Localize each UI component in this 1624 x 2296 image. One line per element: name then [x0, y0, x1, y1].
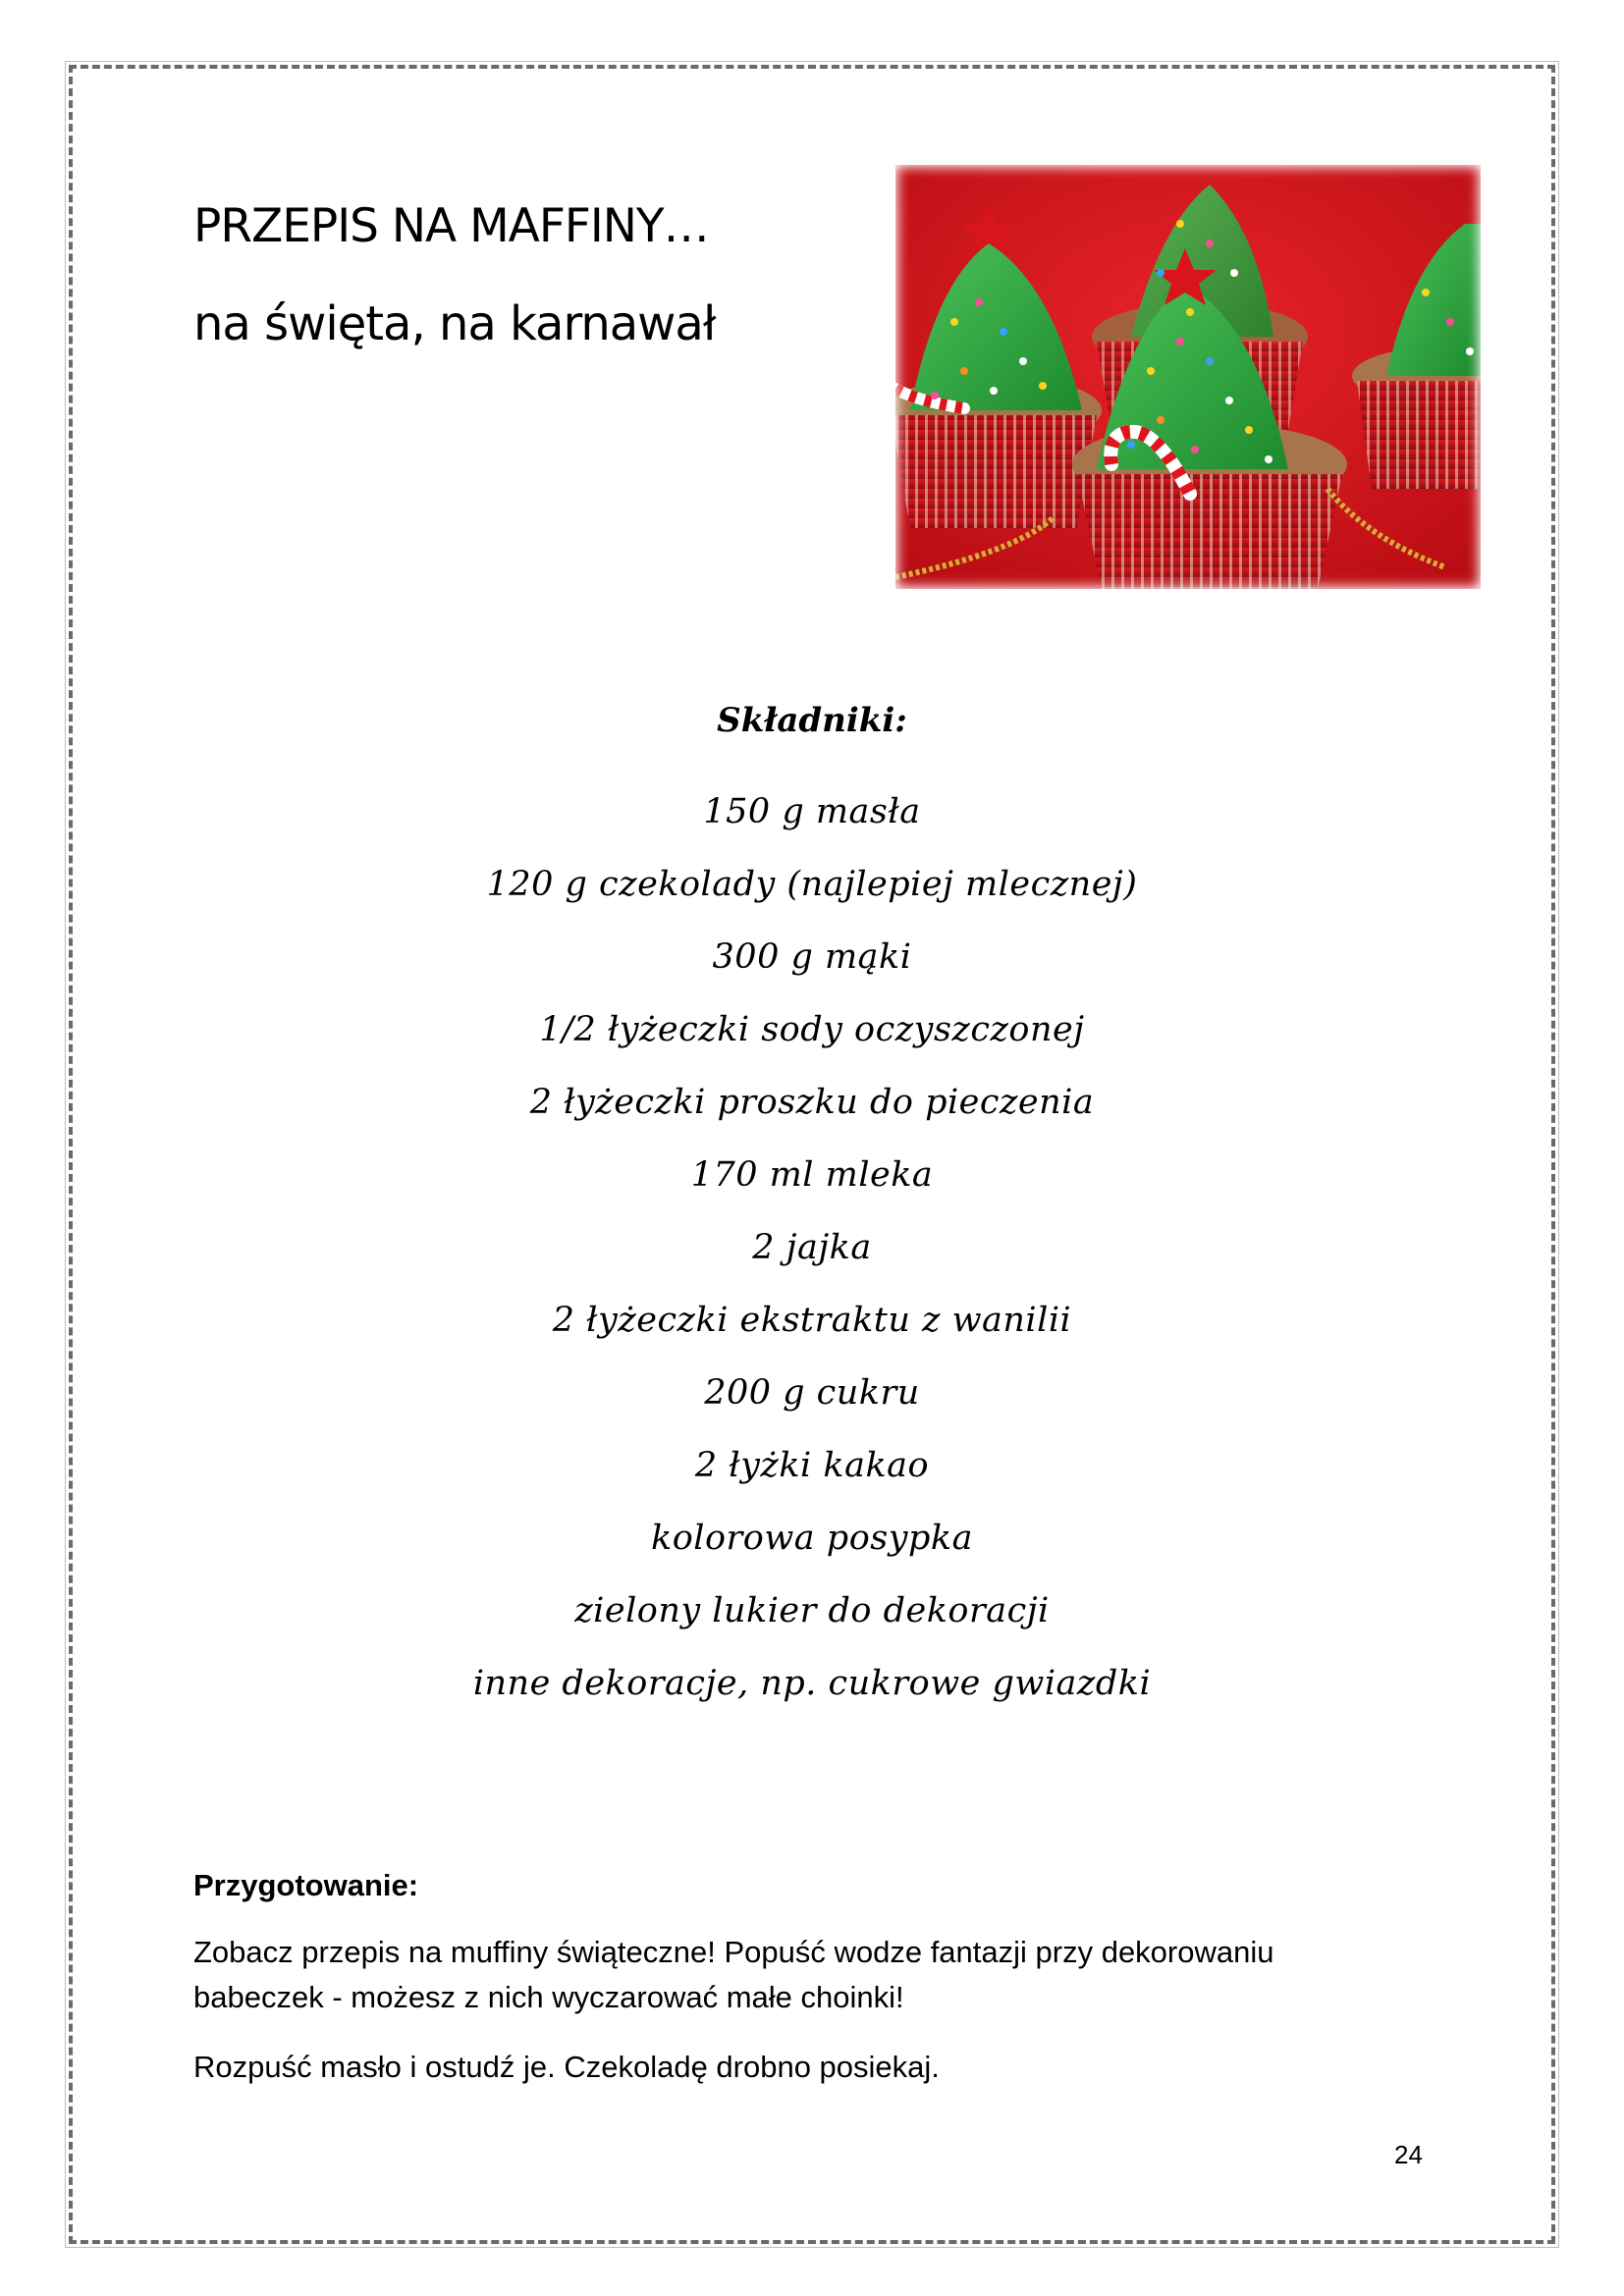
recipe-subtitle: na święta, na karnawał — [193, 296, 716, 351]
cupcakes-illustration — [895, 165, 1481, 589]
ingredient-item: 1/2 łyżeczki sody oczyszczonej — [539, 1010, 1085, 1049]
ingredients-list — [0, 775, 1624, 1720]
ingredient-item: inne dekoracje, np. cukrowe gwiazdki — [472, 1664, 1152, 1703]
ingredient-item: 200 g cukru — [704, 1373, 920, 1413]
ingredient-item: 2 łyżeczki proszku do pieczenia — [529, 1083, 1095, 1122]
ingredient-item: kolorowa posypka — [651, 1519, 973, 1558]
ingredient-item: 170 ml mleka — [690, 1155, 934, 1195]
ingredient-item: zielony lukier do dekoracji — [574, 1591, 1050, 1630]
cupcakes-photo — [895, 165, 1481, 589]
ingredient-item: 2 łyżki kakao — [694, 1446, 930, 1485]
ingredients-heading: Składniki: — [717, 701, 907, 740]
ingredient-item: 300 g mąki — [712, 937, 912, 977]
preparation-heading: Przygotowanie: — [193, 1868, 419, 1902]
preparation-paragraph: Zobacz przepis na muffiny świąteczne! Popuść wodze fantazji przy dekorowaniu babeczek - możesz z nich wyczarować małe choinki! — [193, 1935, 1274, 2014]
recipe-title: PRZEPIS NA MAFFINY… — [193, 199, 709, 253]
ingredient-item: 120 g czekolady (najlepiej mlecznej) — [486, 865, 1138, 904]
page-number: 24 — [1394, 2140, 1423, 2169]
preparation-paragraph: Rozpuść masło i ostudź je. Czekoladę drobno posiekaj. — [193, 2050, 940, 2084]
ingredient-item: 150 g masła — [703, 792, 921, 831]
ingredient-item: 2 łyżeczki ekstraktu z wanilii — [552, 1301, 1072, 1340]
ingredient-item: 2 jajka — [752, 1228, 872, 1267]
